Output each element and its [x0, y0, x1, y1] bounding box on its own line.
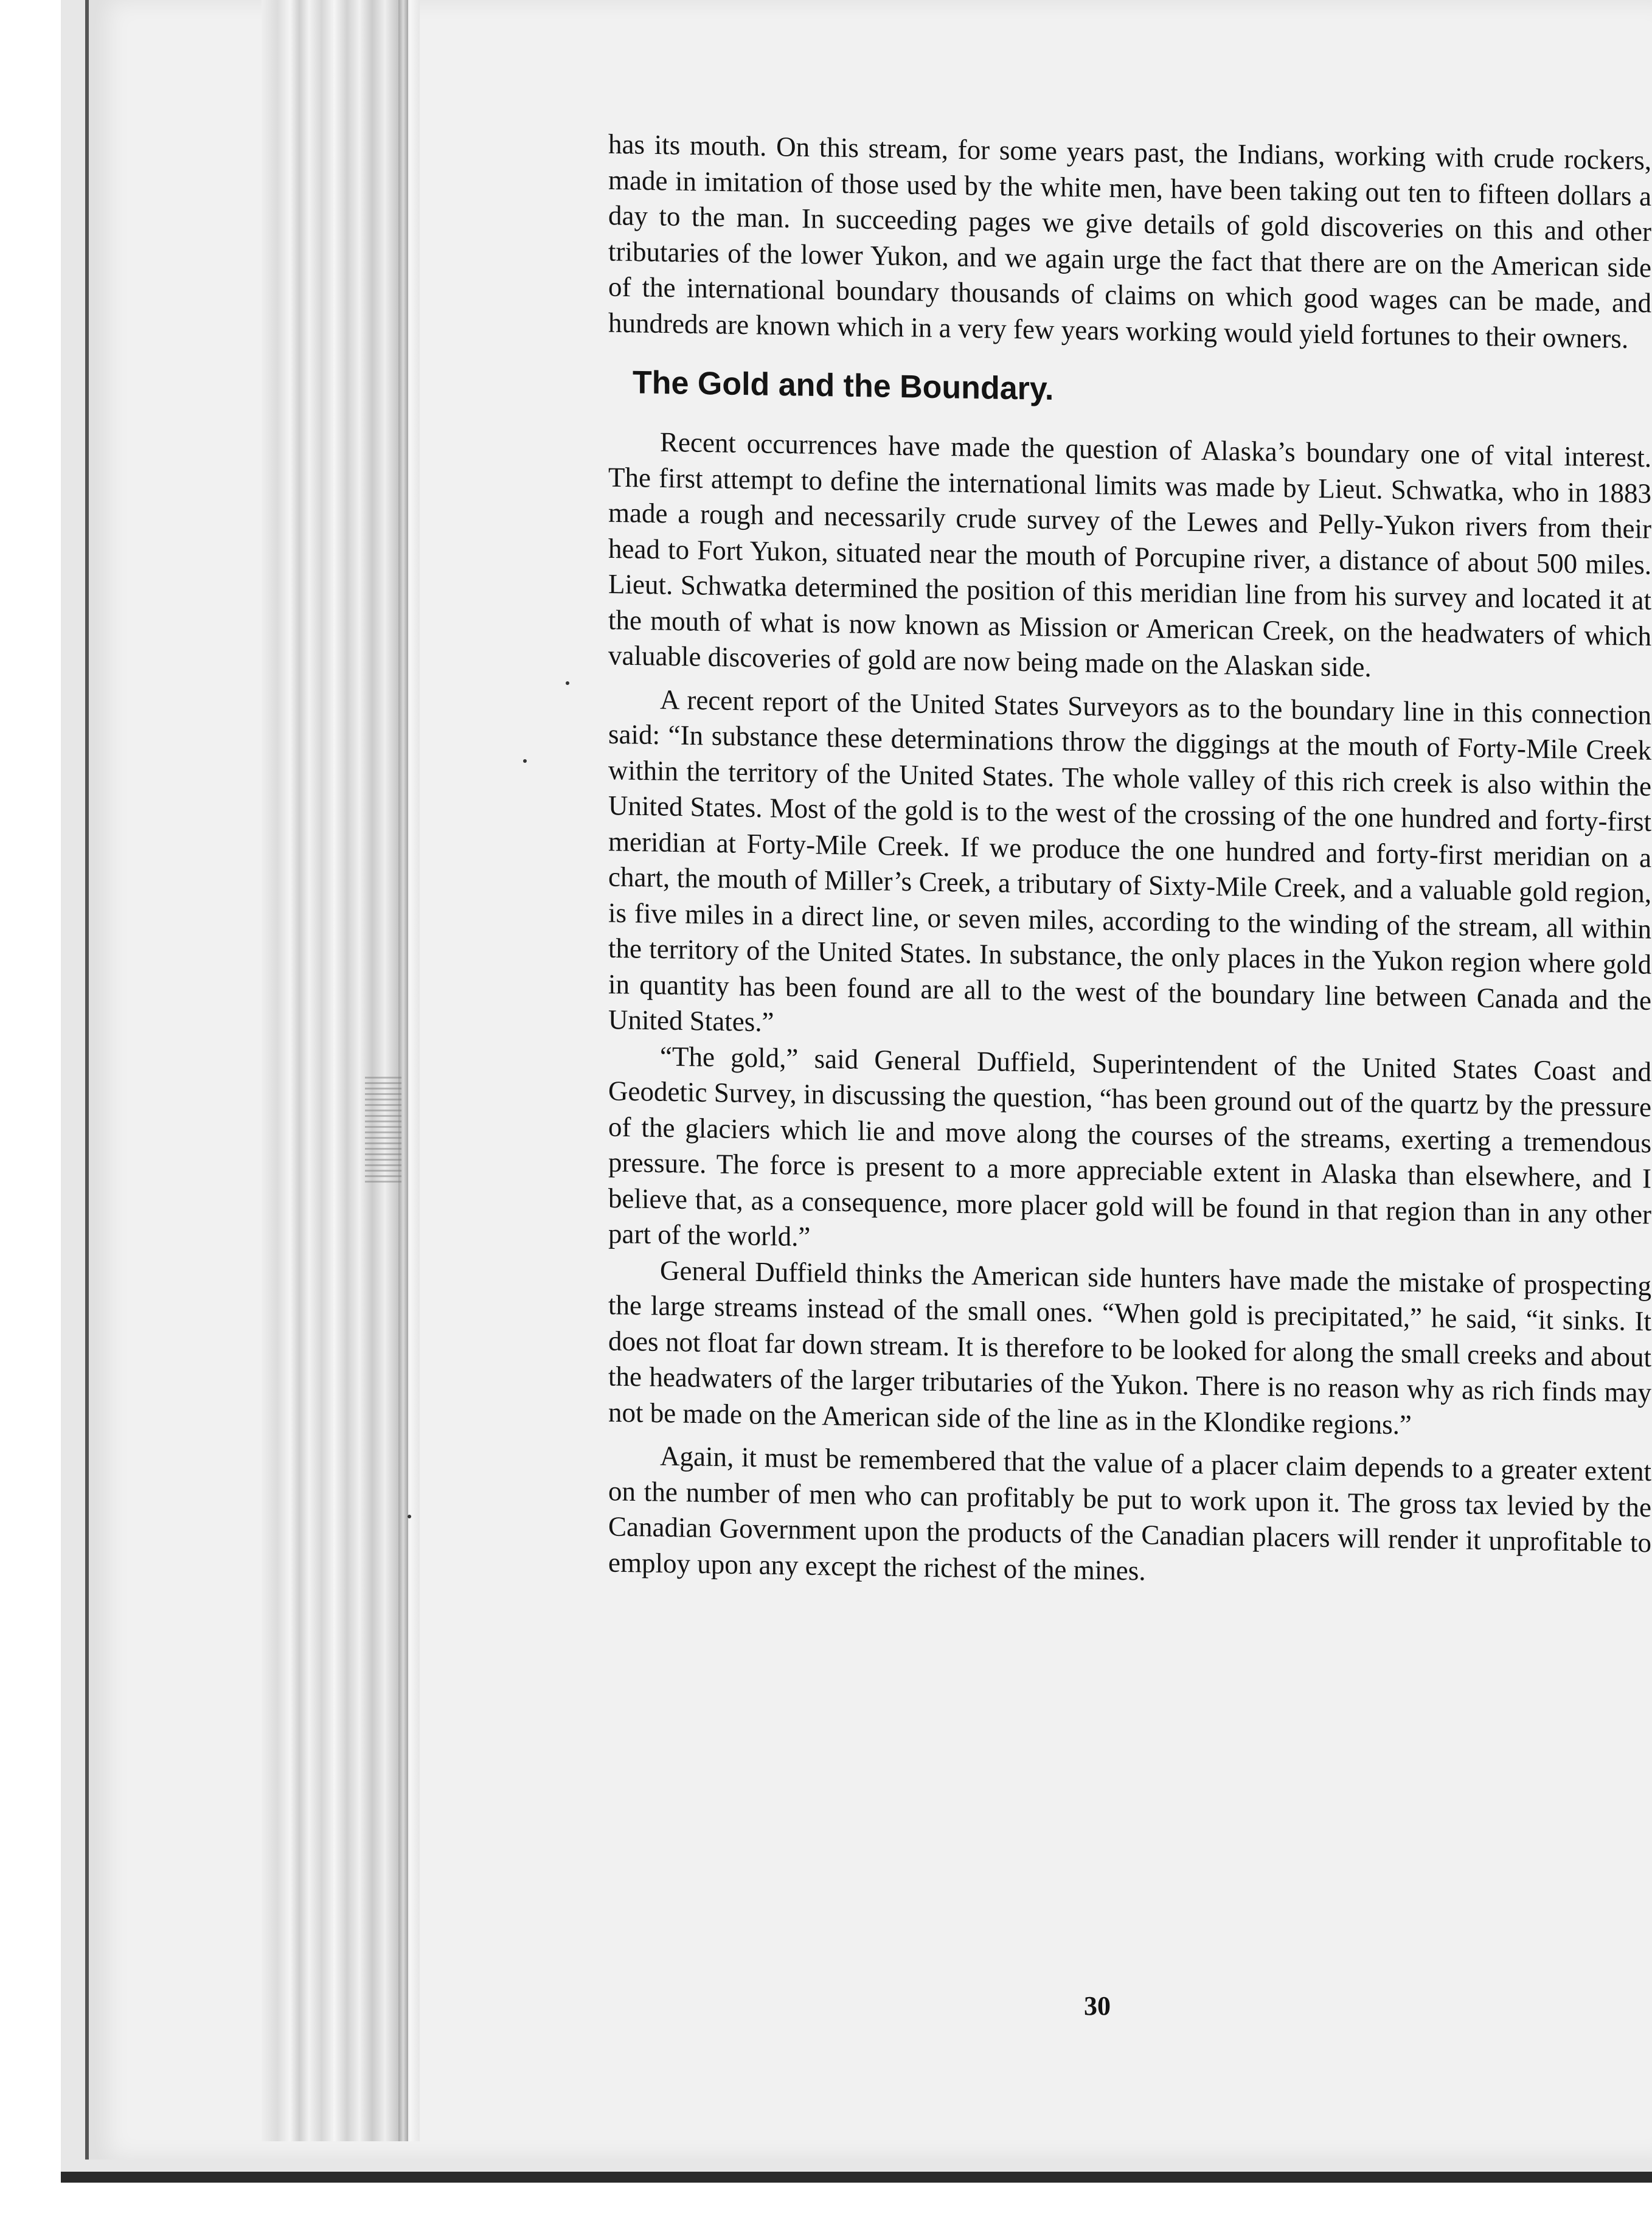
- ink-speck: [408, 1515, 411, 1518]
- paragraph: Again, it must be remembered that the value of a placer claim depends to a greater extent on the number of men who can profitably be put to work upon it. The gross tax levied by the Canadian Government upon the products of the Canadian placers will render it unprofitable to employ upon any except the richest of the mines.: [608, 1440, 1651, 1586]
- ink-speck: [523, 759, 527, 763]
- paragraph: “The gold,” said General Duffield, Superintendent of the United States Coast and Geodetic Survey, in discussing the question, “has been ground out of the quartz by the pressure of the glaciers which lie and move along the courses of the streams, exerting a tremendous pressure. The force is present to a more appreciable extent in Alaska than elsewhere, and I believe that, as a consequence, more placer gold will be found in that region than in any other part of the world.”: [608, 1040, 1651, 1253]
- binding-mark: [365, 1077, 401, 1186]
- ink-speck: [566, 681, 569, 685]
- page-gutter-fold: [262, 0, 420, 2141]
- section-heading: The Gold and the Boundary.: [633, 364, 1054, 408]
- paragraph-continued: has its mouth. On this stream, for some years past, the Indians, working with crude rockers, made in imitation of those used by the white men, have been taking out ten to fifteen dollars a day to the man. In succeeding pages we give details of gold discoveries on this and other tributaries of the lower Yukon, and we again urge the fact that there are on the American side of the international boundary thousands of claims on which good wages can be made, and hundreds are known which in a very few years working would yield fortunes to their owners.: [608, 128, 1651, 354]
- page-number: 30: [1084, 1991, 1111, 2021]
- paragraph: Recent occurrences have made the question of Alaska’s boundary one of vital interest. The first attempt to define the international limits was made by Lieut. Schwatka, who in 1883 made a rough and necessarily crude survey of the Lewes and Pelly-Yukon rivers from their head to Fort Yukon, situated near the mouth of Porcupine river, a distance of about 500 miles. Lieut. Schwatka determined the position of this meridian line from his survey and located it at the mouth of what is now known as Mission or American Creek, on the headwaters of which valuable discoveries of gold are now being made on the Alaskan side.: [608, 426, 1651, 683]
- text-column: [608, 127, 1651, 1597]
- paragraph: General Duffield thinks the American side hunters have made the mistake of prospecting the large streams instead of the small ones. “When gold is precipitated,” he said, “it sinks. It does not float far down stream. It is therefore to be looked for along the small creeks and about the headwaters of the larger tributaries of the Yukon. There is no reason why as rich finds may not be made on the American side of the line as in the Klondike regions.”: [608, 1254, 1651, 1440]
- paragraph: A recent report of the United States Surveyors as to the boundary line in this connection said: “In substance these determinations throw the diggings at the mouth of Forty-Mile Creek within the territory of the United States. The whole valley of this rich creek is also within the United States. Most of the gold is to the west of the crossing of the one hundred and forty-first meridian at Forty-Mile Creek. If we produce the one hundred and forty-first meridian on a chart, the mouth of Miller’s Creek, a tributary of Sixty-Mile Creek, and a valuable gold region, is five miles in a direct line, or seven miles, according to the winding of the stream, all within the territory of the United States. In substance, the only places in the Yukon region where gold in quantity has been found are all to the west of the boundary line between Canada and the United States.”: [608, 683, 1651, 1038]
- page-stack-edge: [398, 0, 408, 2141]
